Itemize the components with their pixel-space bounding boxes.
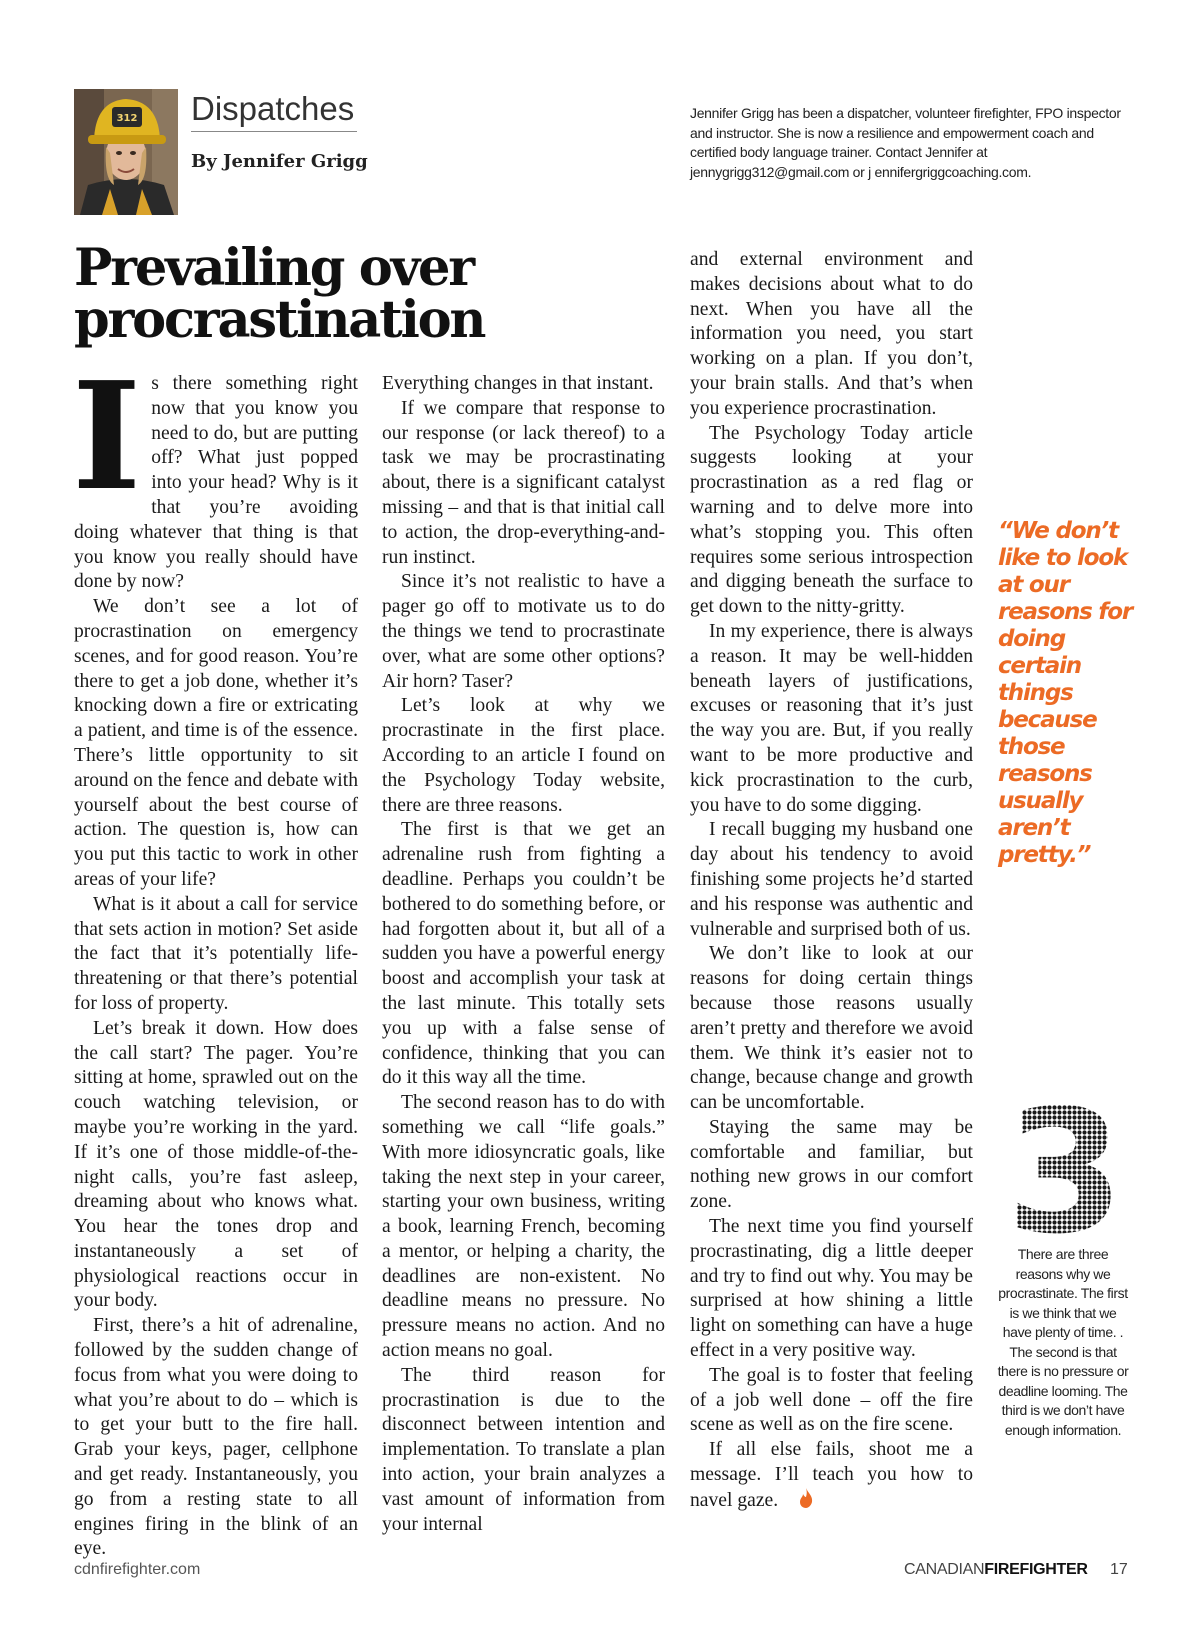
page-number: 17 — [1110, 1561, 1128, 1578]
article-paragraph: I recall bugging my husband one day about his tendency to avoid finishing some projects he’d started and his response was authentic and vulnerable and surprised both of us. — [690, 819, 973, 940]
article-paragraph: We don’t see a lot of procrastination on emergency scenes, and for good reason. You’re there to get a job done, whether it’s knocking down a fire or extricating a patient, and time is of the essence. There’s little opportunity to sit around on the fence and debate with yourself about the best course of action. The question is, how can you put this tactic to work in other areas of your life? — [74, 596, 358, 890]
article-paragraph: and external environment and makes decisions about what to do next. When you have all the information you need, you start working on a plan. If you don’t, your brain stalls. And that’s when you experience procrastination. — [690, 249, 973, 419]
sidebar-text: There are three reasons why we procrastinate. The first is we think that we have plenty of time. . The second is that there is no pressure or deadline looming. The third is we don’t have enough information. — [997, 1246, 1129, 1438]
article-paragraph: Since it’s not realistic to have a pager go off to motivate us to do the things we tend to procrastinate over, what are some other options? Air horn? Taser? — [382, 571, 665, 692]
article-paragraph: The third reason for procrastination is due to the disconnect between intention and implementation. To translate a plan into action, your brain analyzes a vast amount of information from your internal — [382, 1364, 665, 1535]
article-paragraph: The Psychology Today article suggests looking at your procrastination as a red flag or warning and to delve more into what’s stopping you. This often requires some serious introspection and digging beneath the surface to get down to the nitty-gritty. — [690, 422, 973, 618]
article-paragraph: We don’t like to look at our reasons for doing certain things because those reasons usually aren’t pretty and therefore we avoid them. We think it’s easier not to change, because change and growth can be uncomfortable. — [690, 943, 973, 1114]
big-number-glyph: 3 — [1012, 1105, 1118, 1237]
footer-magazine-name: CANADIANFIREFIGHTER — [904, 1561, 1088, 1578]
article-paragraph: What is it about a call for service that sets action in motion? Set aside the fact that it’s potentially life-threatening or that there’s potential for loss of property. — [74, 893, 358, 1014]
article-paragraph: Staying the same may be comfortable and familiar, but nothing new grows in our comfort zone. — [690, 1116, 973, 1213]
article-paragraph: In my experience, there is always a reason. It may be well-hidden beneath layers of justifications, excuses or reasoning that it’s just the way you are. But, if you really want to be more productive and kick procrastination to the curb, you have to do some digging. — [690, 620, 973, 816]
article-paragraph: Let’s look at why we procrastinate in the first place. According to an article I found on the Psychology Today website, there are three reasons. — [382, 695, 665, 816]
article-paragraph: The next time you find yourself procrastinating, dig a little deeper and try to find out why. You may be surprised at how shining a little light on something can have a huge effect in a very positive way. — [690, 1216, 973, 1362]
article-column-1 — [72, 349, 358, 1562]
column-name: Dispatches — [191, 90, 355, 127]
helmet-number: 312 — [116, 113, 138, 124]
article-column-2 — [382, 372, 665, 1537]
article-paragraph: The goal is to foster that feeling of a job well done – off the fire scene as well as on the fire scene. — [690, 1364, 973, 1436]
article-paragraph: If we compare that response to our response (or lack thereof) to a task we may be procrastinating about, there is a significant catalyst missing – and that is that initial call to action, the drop-everything-and-run instinct. — [382, 397, 665, 568]
article-paragraph: Everything changes in that instant. — [382, 373, 654, 394]
drop-cap: I — [72, 349, 142, 523]
article-paragraph: The first is that we get an adrenaline rush from fighting a deadline. Perhaps you couldn’t be bothered to do something before, or had forgotten about it, but all of a sudden you have a powerful energy boost and accomplish your task at the last minute. This totally sets you up with a false sense of confidence, thinking that you can do it this way all the time. — [382, 819, 665, 1089]
firefighter-portrait — [74, 89, 178, 215]
article-paragraph: First, there’s a hit of adrenaline, followed by the sudden change of focus from what you were doing to what you’re about to do – which is to get your butt to the fire hall. Grab your keys, pager, cellphone and get ready. Instantaneously, you go from a resting state to all engines firing in the blink of an eye. — [74, 1315, 358, 1560]
author-photo — [74, 89, 178, 215]
article-headline: Prevailing over procrastination — [74, 238, 485, 350]
column-divider — [191, 131, 357, 132]
article-paragraph: The second reason has to do with something we call “life goals.” With more idiosyncratic goals, like taking the next step in your career, starting your own business, writing a book, learning French, becoming a mentor, or helping a charity, the deadlines are non-existent. No deadline means no pressure. No pressure means no action. And no action means no goal. — [382, 1092, 665, 1362]
article-paragraph: If all else fails, shoot me a message. I’ll teach you how to navel gaze. — [690, 1438, 973, 1515]
author-bio: Jennifer Grigg has been a dispatcher, volunteer firefighter, FPO inspector and instructor. She is now a resilience and empowerment coach and certified body language trainer. Contact Jennifer at jennygrigg312@gmail.com or j ennifergriggcoaching.com. — [690, 105, 1121, 180]
flame-icon — [780, 1488, 813, 1516]
pull-quote: “We don’t like to look at our reasons for doing certain things because those reasons usually aren’t pretty.” — [998, 518, 1132, 868]
article-paragraph: Let’s break it down. How does the call start? The pager. You’re sitting at home, sprawled out on the couch watching television, or maybe you’re working in the yard. If it’s one of those middle-of-the-night calls, you’re fast asleep, dreaming about who knows what. You hear the tones drop and instantaneously a set of physiological reactions occur in your body. — [74, 1017, 358, 1312]
article-column-3 — [690, 248, 973, 1516]
big-number-three — [1012, 1105, 1118, 1237]
footer-website: cdnfirefighter.com — [74, 1561, 201, 1578]
byline: By Jennifer Grigg — [191, 151, 368, 172]
article-paragraph: Is there something right now that you know you need to do, but are putting off? What just popped into your head? Why is it that you’re avoiding doing whatever that thing is that you know you really should have done by now? — [72, 349, 358, 593]
